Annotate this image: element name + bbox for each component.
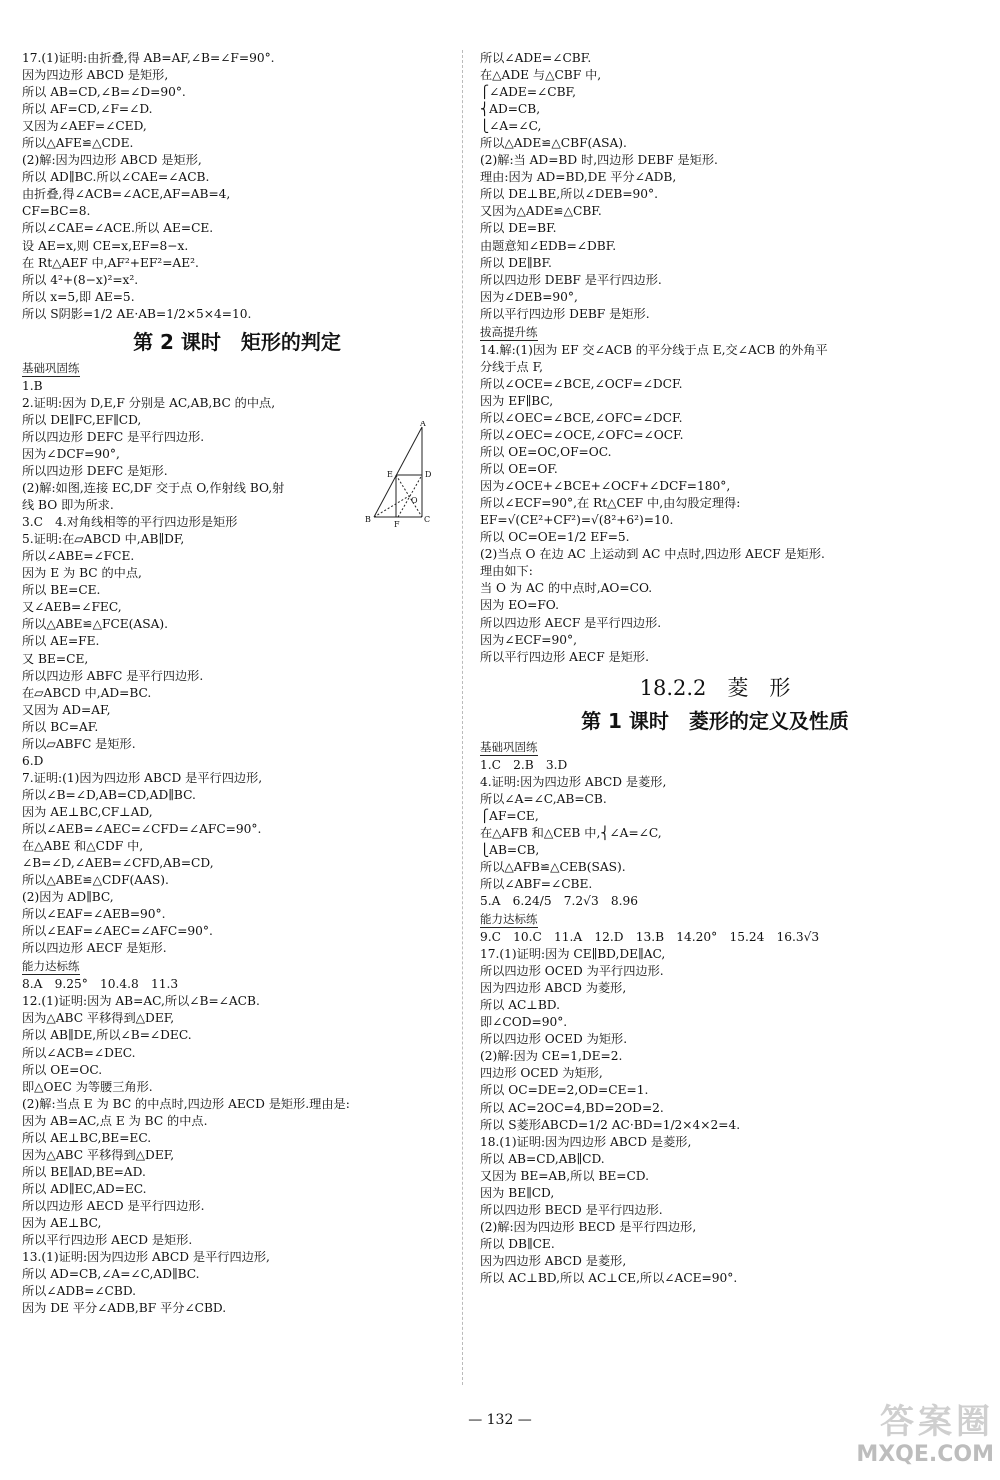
exercise-group-header	[480, 738, 950, 757]
exercise-group-label: 拔高提升练	[480, 324, 538, 339]
answer-line: 所以 S阴影=1/2 AE·AB=1/2×5×4=10.	[22, 306, 252, 321]
answer-line: 所以∠ADB=∠CBD.	[22, 1284, 137, 1299]
answer-line: 所以 AB=CD,AB∥CD.	[480, 1151, 605, 1166]
answer-line: 所以△ADE≌△CBF(ASA).	[480, 136, 627, 151]
answer-line: (2)因为 AD∥BC,	[22, 890, 114, 905]
answer-line: 8.A 9.25° 10.4.8 11.3	[22, 977, 179, 992]
answer-line: ⎨AD=CB,	[480, 102, 541, 117]
answer-line: 因为 AE⊥BC,	[22, 1216, 102, 1230]
answer-line: 所以∠A=∠C,AB=CB.	[480, 791, 607, 806]
answer-line: EF=√(CE²+CF²)=√(8²+6²)=10.	[480, 513, 674, 528]
answer-line: 因为 AE⊥BC,CF⊥AD,	[22, 804, 153, 819]
answer-line: 17.(1)证明:因为 CE∥BD,DE∥AC,	[480, 947, 666, 962]
answer-line: 18.(1)证明:因为四边形 ABCD 是菱形,	[480, 1134, 692, 1149]
answer-line: 即△OEC 为等腰三角形.	[22, 1079, 153, 1094]
lesson-heading: 第 1 课时 菱形的定义及性质	[581, 708, 849, 733]
answer-line: 所以 S菱形ABCD=1/2 AC·BD=1/2×4×2=4.	[480, 1117, 741, 1132]
answer-line: 所以 OC=OE=1/2 EF=5.	[480, 530, 630, 545]
answer-line: 所以∠B=∠D,AB=CD,AD∥BC.	[22, 787, 196, 802]
exercise-group-header	[22, 957, 452, 976]
answer-line: 所以四边形 DEFC 是平行四边形.	[22, 429, 205, 444]
answer-line: 所以 DB∥CE.	[480, 1236, 555, 1251]
answer-line: 所以∠ECF=90°,在 Rt△CEF 中,由勾股定理得:	[480, 496, 741, 511]
answer-line: (2)解:如图,连接 EC,DF 交于点 O,作射线 BO,射	[22, 481, 285, 496]
answer-line: 因为∠OCE+∠BCE+∠OCF+∠DCF=180°,	[480, 479, 731, 494]
answer-line: 1.C 2.B 3.D	[480, 757, 568, 772]
answer-line: 13.(1)证明:因为四边形 ABCD 是平行四边形,	[22, 1250, 270, 1265]
answer-line: 因为 BE∥CD,	[480, 1185, 555, 1200]
answer-line: 因为 EF∥BC,	[480, 393, 554, 408]
answer-line: 因为四边形 ABCD 是菱形,	[480, 1253, 627, 1268]
answer-line: 在△ADE 与△CBF 中,	[480, 68, 602, 83]
answer-line: 因为 E 为 BC 的中点,	[22, 566, 142, 581]
answer-line: 2.证明:因为 D,E,F 分别是 AC,AB,BC 的中点,	[22, 395, 276, 410]
answer-line: 所以 DE∥BF.	[480, 255, 552, 270]
answer-line: 所以△AFE≌△CDE.	[22, 136, 134, 151]
answer-line: 理由如下:	[480, 564, 533, 579]
answer-line: 所以平行四边形 AECD 是矩形.	[22, 1233, 193, 1248]
answer-line: 所以四边形 DEBF 是平行四边形.	[480, 272, 662, 287]
answer-line: 又 BE=CE,	[22, 651, 89, 666]
answer-line: 所以 BE∥AD,BE=AD.	[22, 1164, 146, 1179]
answer-line: 所以∠EAF=∠AEC=∠AFC=90°.	[22, 924, 213, 939]
answer-line: 所以∠OEC=∠OCE,∠OFC=∠OCF.	[480, 427, 684, 442]
answer-line: 所以 AF=CD,∠F=∠D.	[22, 102, 153, 117]
answer-line: (2)解:当点 E 为 BC 的中点时,四边形 AECD 是矩形.理由是:	[22, 1096, 350, 1111]
answer-line: 所以平行四边形 AECF 是矩形.	[480, 649, 649, 664]
answer-line: 所以 AB∥DE,所以∠B=∠DEC.	[22, 1028, 192, 1043]
answer-line: 所以∠AEB=∠AEC=∠CFD=∠AFC=90°.	[22, 821, 262, 836]
answer-line: 因为∠ECF=90°,	[480, 632, 577, 647]
answer-line: 所以 AC⊥BD,所以 AC⊥CE,所以∠ACE=90°.	[480, 1271, 738, 1285]
answer-line: 即∠COD=90°.	[480, 1015, 568, 1030]
answer-line: 理由:因为 AD=BD,DE 平分∠ADB,	[480, 170, 677, 185]
answer-line: 因为四边形 ABCD 为菱形,	[480, 981, 627, 996]
answer-line: 所以四边形 AECF 是矩形.	[22, 941, 167, 956]
answer-line: 所以∠ADE=∠CBF.	[480, 51, 592, 65]
exercise-group-header	[480, 910, 950, 929]
answer-line: 6.D	[22, 753, 44, 768]
answer-line: 所以 AE=FE.	[22, 634, 100, 649]
answer-line: 9.C 10.C 11.A 12.D 13.B 14.20° 15.24 16.3√3	[480, 930, 820, 945]
answer-line: 由折叠,得∠ACB=∠ACE,AF=AB=4,	[22, 187, 231, 202]
answer-line: 所以 DE∥FC,EF∥CD,	[22, 412, 142, 427]
answer-line: 所以 AD∥BC.所以∠CAE=∠ACB.	[22, 170, 210, 185]
answer-line: 所以△ABE≌△FCE(ASA).	[22, 617, 169, 632]
answer-line: 5.A 6.24/5 7.2√3 8.96	[480, 894, 639, 909]
answer-line: 在△AFB 和△CEB 中,⎨∠A=∠C,	[480, 825, 662, 840]
answer-line: 因为△ABC 平移得到△DEF,	[22, 1011, 175, 1026]
svg-text:E: E	[387, 470, 393, 479]
answer-line: ⎩AB=CB,	[480, 842, 540, 857]
answer-line: 在▱ABCD 中,AD=BC.	[22, 685, 152, 700]
answer-line: 所以△ABE≌△CDF(AAS).	[22, 873, 169, 888]
watermark-logo: 答案圈 MXQE.COM	[856, 1402, 994, 1467]
svg-text:D: D	[425, 470, 432, 479]
svg-text:B: B	[365, 515, 371, 524]
answer-line: 1.B	[22, 378, 43, 393]
answer-line: 在 Rt△AEF 中,AF²+EF²=AE².	[22, 255, 199, 270]
answer-line: 因为四边形 ABCD 是矩形,	[22, 68, 169, 83]
svg-text:F: F	[394, 520, 400, 529]
answer-line: 所以∠ABE=∠FCE.	[22, 549, 135, 564]
answer-line: 12.(1)证明:因为 AB=AC,所以∠B=∠ACB.	[22, 994, 260, 1009]
answer-line: 又因为 BE=AB,所以 BE=CD.	[480, 1168, 649, 1183]
answer-line: 在△ABE 和△CDF 中,	[22, 839, 144, 854]
answer-line: (2)解:当 AD=BD 时,四边形 DEBF 是矩形.	[480, 153, 718, 168]
answer-line: 所以 BC=AF.	[22, 719, 99, 734]
answer-line: 所以 OE=OF.	[480, 462, 558, 477]
answer-line: 又因为△ADE≌△CBF.	[480, 204, 602, 219]
answer-line: 所以∠CAE=∠ACE.所以 AE=CE.	[22, 221, 214, 236]
answer-line: (2)解:因为 CE=1,DE=2.	[480, 1049, 623, 1064]
answer-line: 所以四边形 OCED 为矩形.	[480, 1032, 628, 1047]
svg-text:O: O	[411, 496, 418, 505]
answer-line: 因为△ABC 平移得到△DEF,	[22, 1147, 175, 1162]
answer-line: 四边形 OCED 为矩形,	[480, 1066, 603, 1081]
answer-line: 因为∠DEB=90°,	[480, 289, 578, 304]
answer-line: (2)当点 O 在边 AC 上运动到 AC 中点时,四边形 AECF 是矩形.	[480, 547, 825, 562]
answer-line: 所以 x=5,即 AE=5.	[22, 289, 135, 304]
answer-line: 所以 AC⊥BD.	[480, 998, 561, 1013]
answer-line: 又因为 AD=AF,	[22, 702, 111, 717]
answer-line: 所以 AE⊥BC,BE=EC.	[22, 1130, 152, 1145]
answer-line: (2)解:因为四边形 BECD 是平行四边形,	[480, 1219, 697, 1234]
answer-line: 所以△AFB≌△CEB(SAS).	[480, 859, 626, 874]
exercise-group-label: 基础巩固练	[22, 360, 80, 375]
answer-line: (2)解:因为四边形 ABCD 是矩形,	[22, 153, 202, 168]
answer-line: 所以四边形 DEFC 是矩形.	[22, 463, 168, 478]
answer-line: 所以四边形 BECD 是平行四边形.	[480, 1202, 663, 1217]
answer-line: CF=BC=8.	[22, 204, 91, 219]
answer-line: 所以∠ABF=∠CBE.	[480, 876, 593, 891]
answer-line: 4.证明:因为四边形 ABCD 是菱形,	[480, 774, 667, 789]
answer-line: 所以∠ACB=∠DEC.	[22, 1045, 136, 1060]
answer-line: 因为 EO=FO.	[480, 598, 559, 613]
svg-text:C: C	[424, 515, 431, 524]
svg-text:A: A	[420, 421, 426, 428]
exercise-group-label: 能力达标练	[480, 912, 538, 927]
exercise-group-header	[22, 359, 452, 378]
answer-line: ⎧AF=CE,	[480, 808, 539, 823]
answer-line: 又∠AEB=∠FEC,	[22, 600, 122, 615]
right-column	[480, 50, 950, 1287]
answer-line: 分线于点 F,	[480, 359, 544, 374]
column-divider	[462, 50, 463, 1385]
answer-line: 所以 4²+(8−x)²=x².	[22, 272, 139, 287]
answer-line: 所以平行四边形 DEBF 是矩形.	[480, 306, 650, 321]
answer-line: 7.证明:(1)因为四边形 ABCD 是平行四边形,	[22, 770, 263, 785]
answer-line: 因为 AB=AC,点 E 为 BC 的中点.	[22, 1113, 208, 1128]
answer-line: 14.解:(1)因为 EF 交∠ACB 的平分线于点 E,交∠ACB 的外角平	[480, 342, 828, 357]
exercise-group-label: 能力达标练	[22, 959, 80, 974]
answer-line: 所以四边形 OCED 为平行四边形.	[480, 964, 664, 979]
answer-line: 因为 DE 平分∠ADB,BF 平分∠CBD.	[22, 1301, 227, 1316]
answer-line: 所以 OE=OC.	[22, 1062, 103, 1077]
answer-line: 设 AE=x,则 CE=x,EF=8−x.	[22, 238, 189, 253]
answer-line: ⎩∠A=∠C,	[480, 119, 542, 134]
answer-line: 所以∠EAF=∠AEB=90°.	[22, 907, 166, 922]
answer-line: 所以∠OEC=∠BCE,∠OFC=∠DCF.	[480, 410, 683, 425]
answer-line: 所以 AD=CB,∠A=∠C,AD∥BC.	[22, 1267, 200, 1282]
exercise-group-header	[480, 323, 950, 342]
answer-line: 所以四边形 AECF 是平行四边形.	[480, 615, 662, 630]
answer-line: ⎧∠ADE=∠CBF,	[480, 85, 576, 100]
answer-line: 所以四边形 AECD 是平行四边形.	[22, 1198, 205, 1213]
answer-line: 所以 BE=CE.	[22, 583, 101, 598]
answer-line: 3.C 4.对角线相等的平行四边形是矩形	[22, 515, 238, 530]
section-heading: 18.2.2 菱 形	[639, 675, 791, 700]
answer-line: 所以 DE=BF.	[480, 221, 557, 236]
answer-line: 所以 OE=OC,OF=OC.	[480, 445, 612, 460]
answer-line: 所以 AB=CD,∠B=∠D=90°.	[22, 85, 186, 100]
answer-line: 因为∠DCF=90°,	[22, 446, 120, 461]
answer-line: 又因为∠AEF=∠CED,	[22, 119, 147, 134]
answer-line: 所以▱ABFC 是矩形.	[22, 736, 136, 751]
page-number: — 132 —	[468, 1412, 532, 1428]
answer-line: 所以∠OCE=∠BCE,∠OCF=∠DCF.	[480, 376, 683, 391]
answer-line: 所以 DE⊥BE,所以∠DEB=90°.	[480, 187, 659, 202]
answer-line: 所以 AC=2OC=4,BD=2OD=2.	[480, 1100, 664, 1115]
answer-line: ∠B=∠D,∠AEB=∠CFD,AB=CD,	[22, 856, 214, 871]
answer-line: 5.证明:在▱ABCD 中,AB∥DF,	[22, 532, 185, 547]
lesson-heading: 第 2 课时 矩形的判定	[133, 329, 341, 354]
answer-line: 所以四边形 ABFC 是平行四边形.	[22, 668, 204, 683]
left-column	[22, 50, 452, 1317]
answer-line: 当 O 为 AC 的中点时,AO=CO.	[480, 581, 653, 596]
answer-line: 所以 OC=DE=2,OD=CE=1.	[480, 1083, 649, 1098]
answer-line: 所以 AD∥EC,AD=EC.	[22, 1181, 147, 1196]
rectangle-proof-figure	[360, 421, 440, 529]
answer-line: 17.(1)证明:由折叠,得 AB=AF,∠B=∠F=90°.	[22, 51, 275, 65]
answer-line: 线 BO 即为所求.	[22, 498, 114, 513]
answer-line: 由题意知∠EDB=∠DBF.	[480, 238, 617, 253]
exercise-group-label: 基础巩固练	[480, 739, 538, 754]
